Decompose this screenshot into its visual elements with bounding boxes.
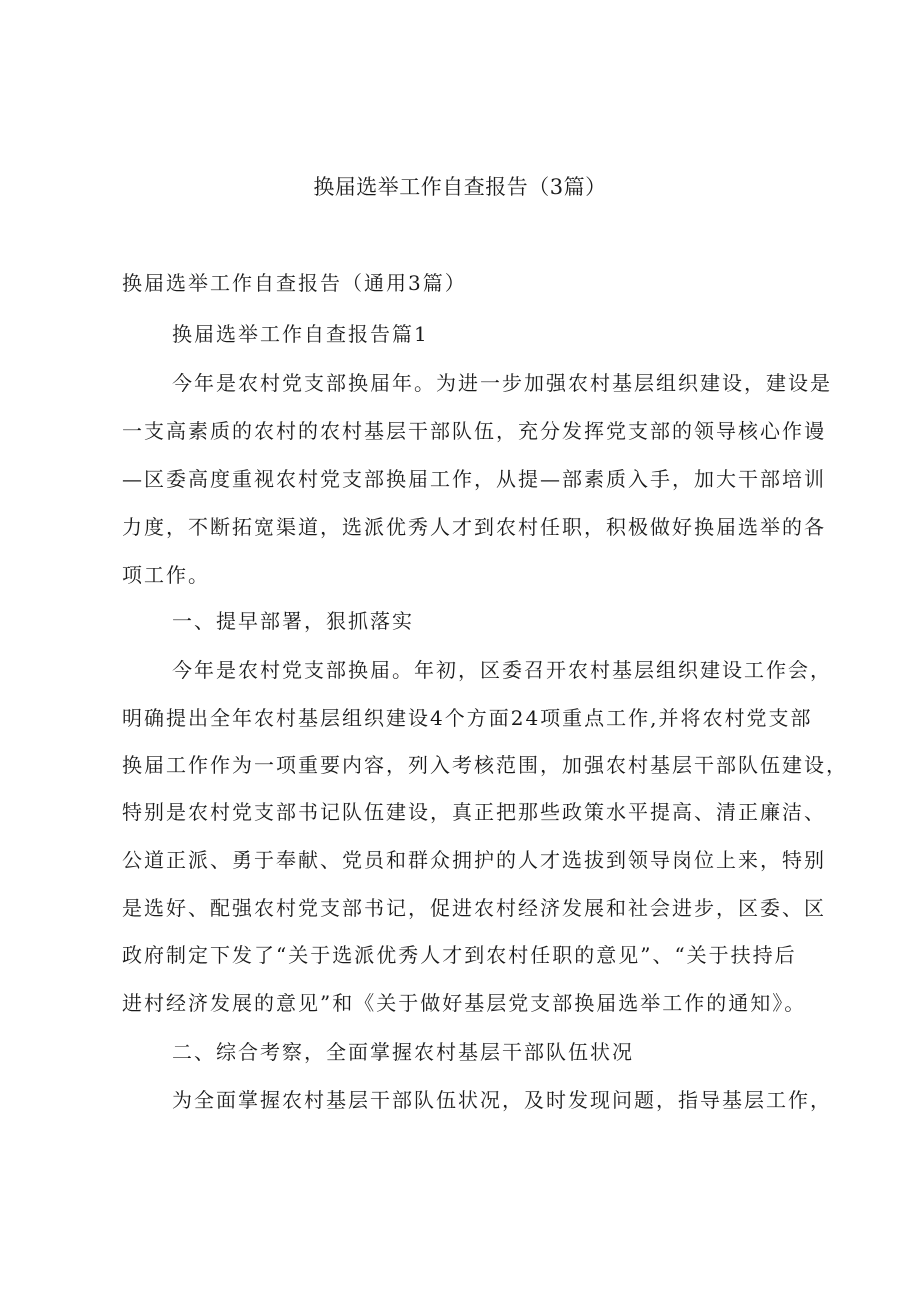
paragraph-line: 公道正派、勇于奉献、党员和群众拥护的人才选拔到领导岗位上来，特别 [122,848,826,872]
paragraph-line: 换届工作作为一项重要内容，列入考核范围，加强农村基层干部队伍建设， [122,753,848,777]
paragraph-line: 项工作。 [122,563,210,587]
paragraph-line: 政府制定下发了“关于选派优秀人才到农村任职的意见”、“关于扶持后 [122,943,797,967]
paragraph-line: 力度，不断拓宽渠道，选派优秀人才到农村任职，积极做好换届选举的各 [122,515,826,539]
document-title: 换届选举工作自查报告（3篇） [313,175,607,199]
paragraph-line: 进村经济发展的意见”和《关于做好基层党支部换届选举工作的通知》。 [122,991,807,1015]
paragraph-line: —区委高度重视农村党支部换届工作，从提—部素质入手，加大干部培训 [122,467,826,491]
document-subtitle: 换届选举工作自查报告（通用3篇） [122,271,467,295]
heading-two: 二、综合考察，全面掌握农村基层干部队伍状况 [172,1040,634,1064]
paragraph-line: 是选好、配强农村党支部书记，促进农村经济发展和社会进步，区委、区 [122,896,826,920]
section-heading: 换届选举工作自查报告篇1 [172,322,429,346]
paragraph-line: 特别是农村党支部书记队伍建设，真正把那些政策水平提高、清正廉洁、 [122,800,826,824]
paragraph-line: 一支高素质的农村的农村基层干部队伍，充分发挥党支部的领导核心作谩 [122,419,826,443]
heading-one: 一、提早部署，狠抓落实 [172,609,414,633]
paragraph-line: 为全面掌握农村基层干部队伍状况，及时发现问题，指导基层工作， [172,1088,832,1112]
paragraph-line: 明确提出全年农村基层组织建设4个方面24项重点工作,并将农村党支部 [122,706,813,730]
paragraph-line: 今年是农村党支部换届。年初，区委召开农村基层组织建设工作会， [172,658,832,682]
paragraph-line: 今年是农村党支部换届年。为进一步加强农村基层组织建设，建设是 [172,371,832,395]
